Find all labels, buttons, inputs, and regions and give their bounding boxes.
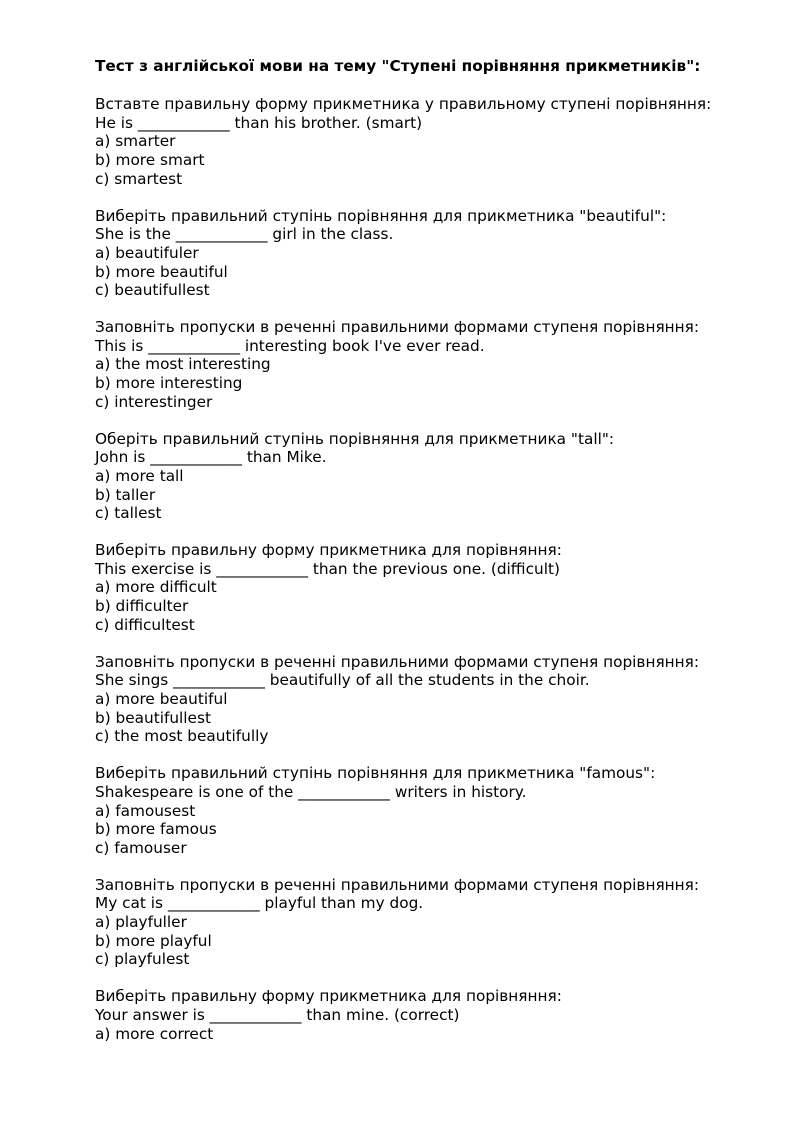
question-sentence: My cat is ____________ playful than my dog. bbox=[95, 894, 424, 913]
question-instruction: Вставте правильну форму прикметника у правильному ступені порівняння: bbox=[95, 95, 712, 113]
question-instruction: Виберіть правильний ступінь порівняння для прикметника "famous": bbox=[95, 764, 656, 783]
answer-option: b) difficulter bbox=[95, 597, 189, 616]
answer-option: c) tallest bbox=[95, 504, 162, 523]
answer-option: a) famousest bbox=[95, 801, 196, 820]
question-instruction: Заповніть пропуски в реченні правильними формами ступеня порівняння: bbox=[95, 318, 700, 337]
question-instruction: Заповніть пропуски в реченні правильними формами ступеня порівняння: bbox=[95, 875, 700, 894]
answer-option: a) playfuller bbox=[95, 913, 187, 932]
answer-option: c) smartest bbox=[95, 169, 183, 188]
answer-option: b) taller bbox=[95, 485, 156, 504]
answer-option: a) beautifuler bbox=[95, 243, 199, 262]
question-3 bbox=[95, 318, 755, 412]
question-sentence: John is ____________ than Mike. bbox=[95, 448, 327, 467]
answer-option: b) more beautiful bbox=[95, 262, 228, 281]
answer-option: a) more correct bbox=[95, 1024, 214, 1043]
question-instruction: Заповніть пропуски в реченні правильними формами ступеня порівняння: bbox=[95, 652, 700, 671]
question-sentence: Your answer is ____________ than mine. (correct) bbox=[95, 1005, 460, 1024]
answer-option: b) more smart bbox=[95, 151, 205, 170]
answer-option: c) famouser bbox=[95, 838, 187, 857]
answer-option: a) smarter bbox=[95, 132, 176, 151]
question-instruction: Виберіть правильну форму прикметника для порівняння: bbox=[95, 541, 562, 560]
question-7 bbox=[95, 764, 755, 858]
question-instruction: Виберіть правильну форму прикметника для порівняння: bbox=[95, 987, 562, 1006]
question-sentence: She is the ____________ girl in the class. bbox=[95, 225, 394, 244]
answer-option: a) the most interesting bbox=[95, 355, 271, 374]
question-4 bbox=[95, 430, 755, 524]
question-9 bbox=[95, 987, 755, 1043]
answer-option: c) playfulest bbox=[95, 950, 190, 969]
answer-option: c) the most beautifully bbox=[95, 727, 269, 746]
question-sentence: Shakespeare is one of the ____________ writers in history. bbox=[95, 782, 527, 801]
answer-option: a) more difficult bbox=[95, 578, 217, 597]
question-instruction: Оберіть правильний ступінь порівняння для прикметника "tall": bbox=[95, 429, 615, 448]
answer-option: a) more beautiful bbox=[95, 689, 228, 708]
answer-option: c) beautifullest bbox=[95, 281, 210, 300]
question-1 bbox=[95, 95, 755, 189]
question-sentence: She sings ____________ beautifully of all the students in the choir. bbox=[95, 671, 590, 690]
question-6 bbox=[95, 653, 755, 747]
question-sentence: He is ____________ than his brother. (smart) bbox=[95, 113, 423, 132]
question-instruction: Виберіть правильний ступінь порівняння для прикметника "beautiful": bbox=[95, 206, 667, 225]
answer-option: b) more famous bbox=[95, 820, 217, 839]
answer-option: c) difficultest bbox=[95, 615, 195, 634]
answer-option: b) more playful bbox=[95, 931, 212, 950]
question-2 bbox=[95, 207, 755, 301]
answer-option: c) interestinger bbox=[95, 392, 213, 411]
question-5 bbox=[95, 541, 755, 635]
answer-option: b) more interesting bbox=[95, 374, 243, 393]
answer-option: b) beautifullest bbox=[95, 708, 211, 727]
question-sentence: This exercise is ____________ than the previous one. (difficult) bbox=[95, 559, 560, 578]
document-page bbox=[95, 55, 755, 1061]
question-sentence: This is ____________ interesting book I've ever read. bbox=[95, 336, 485, 355]
answer-option: a) more tall bbox=[95, 466, 184, 485]
question-8 bbox=[95, 876, 755, 970]
page-title: Тест з англійської мови на тему "Ступені порівняння прикметників": bbox=[95, 57, 701, 75]
